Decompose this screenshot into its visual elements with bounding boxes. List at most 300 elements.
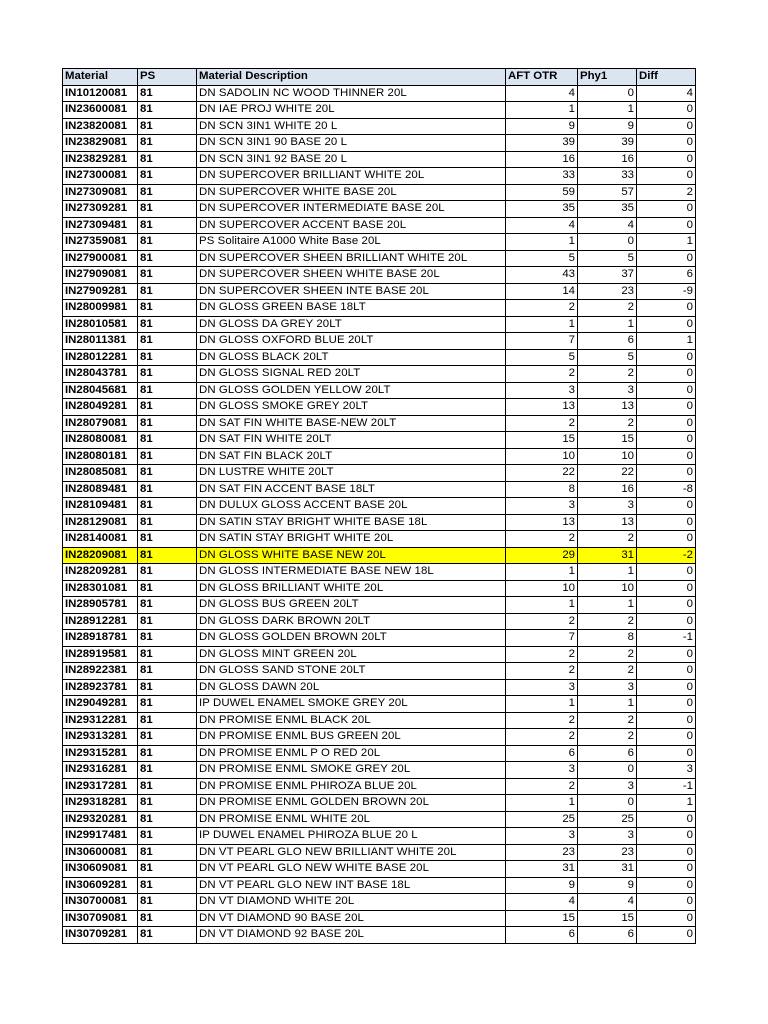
table-row [63,333,696,350]
table-row [63,432,696,449]
aft-otr-cell: 2 [506,712,578,729]
phy1-cell: 3 [578,382,637,399]
table-row [63,894,696,911]
diff-cell: -8 [637,481,696,498]
description-cell: DN SUPERCOVER SHEEN BRILLIANT WHITE 20L [197,250,506,267]
description-cell: DN VT PEARL GLO NEW BRILLIANT WHITE 20L [197,844,506,861]
phy1-cell: 10 [578,580,637,597]
aft-otr-cell: 1 [506,696,578,713]
description-cell: DN VT PEARL GLO NEW WHITE BASE 20L [197,861,506,878]
description-cell: DN VT DIAMOND WHITE 20L [197,894,506,911]
diff-cell: 0 [637,448,696,465]
col-header-phy1: Phy1 [578,69,637,86]
description-cell: DN VT DIAMOND 92 BASE 20L [197,927,506,944]
aft-otr-cell: 35 [506,201,578,218]
table-row [63,580,696,597]
aft-otr-cell: 2 [506,646,578,663]
ps-cell: 81 [138,795,197,812]
ps-cell: 81 [138,514,197,531]
diff-cell: 0 [637,382,696,399]
description-cell: DN SUPERCOVER SHEEN INTE BASE 20L [197,283,506,300]
aft-otr-cell: 8 [506,481,578,498]
phy1-cell: 57 [578,184,637,201]
ps-cell: 81 [138,828,197,845]
table-row [63,910,696,927]
diff-cell: 0 [637,316,696,333]
description-cell: DN SAT FIN WHITE 20LT [197,432,506,449]
table-row [63,465,696,482]
material-cell: IN28919581 [63,646,138,663]
ps-cell: 81 [138,135,197,152]
material-cell: IN27900081 [63,250,138,267]
ps-cell: 81 [138,745,197,762]
ps-cell: 81 [138,448,197,465]
diff-cell: 1 [637,333,696,350]
diff-cell: 0 [637,696,696,713]
phy1-cell: 8 [578,630,637,647]
table-row [63,696,696,713]
table-row [63,481,696,498]
description-cell: DN LUSTRE WHITE 20LT [197,465,506,482]
table-row [63,399,696,416]
phy1-cell: 3 [578,498,637,515]
description-cell: DN SAT FIN ACCENT BASE 18LT [197,481,506,498]
diff-cell: 0 [637,712,696,729]
description-cell: DN PROMISE ENML BUS GREEN 20L [197,729,506,746]
table-row [63,811,696,828]
aft-otr-cell: 1 [506,564,578,581]
table-row [63,778,696,795]
phy1-cell: 6 [578,333,637,350]
diff-cell: 0 [637,531,696,548]
phy1-cell: 3 [578,679,637,696]
table-row [63,663,696,680]
material-cell: IN28089481 [63,481,138,498]
phy1-cell: 0 [578,762,637,779]
phy1-cell: 1 [578,564,637,581]
phy1-cell: 3 [578,778,637,795]
aft-otr-cell: 13 [506,514,578,531]
ps-cell: 81 [138,349,197,366]
diff-cell: 0 [637,415,696,432]
ps-cell: 81 [138,580,197,597]
aft-otr-cell: 33 [506,168,578,185]
phy1-cell: 2 [578,366,637,383]
phy1-cell: 37 [578,267,637,284]
phy1-cell: 4 [578,894,637,911]
phy1-cell: 16 [578,481,637,498]
material-cell: IN27909281 [63,283,138,300]
diff-cell: -9 [637,283,696,300]
diff-cell: 2 [637,184,696,201]
phy1-cell: 0 [578,234,637,251]
ps-cell: 81 [138,564,197,581]
ps-cell: 81 [138,762,197,779]
material-cell: IN28109481 [63,498,138,515]
diff-cell: 0 [637,811,696,828]
aft-otr-cell: 13 [506,399,578,416]
table-row [63,630,696,647]
phy1-cell: 5 [578,250,637,267]
description-cell: DN SUPERCOVER BRILLIANT WHITE 20L [197,168,506,185]
phy1-cell: 13 [578,514,637,531]
material-cell: IN28049281 [63,399,138,416]
material-cell: IN30709081 [63,910,138,927]
material-cell: IN28922381 [63,663,138,680]
phy1-cell: 0 [578,795,637,812]
material-cell: IN23829081 [63,135,138,152]
aft-otr-cell: 22 [506,465,578,482]
diff-cell: 0 [637,927,696,944]
diff-cell: 0 [637,366,696,383]
aft-otr-cell: 1 [506,234,578,251]
phy1-cell: 31 [578,547,637,564]
table-row [63,762,696,779]
phy1-cell: 2 [578,415,637,432]
material-cell: IN27909081 [63,267,138,284]
phy1-cell: 2 [578,531,637,548]
material-cell: IN28045681 [63,382,138,399]
description-cell: DN GLOSS DARK BROWN 20LT [197,613,506,630]
material-cell: IN30609081 [63,861,138,878]
description-cell: DN SAT FIN WHITE BASE-NEW 20LT [197,415,506,432]
table-row [63,151,696,168]
ps-cell: 81 [138,481,197,498]
aft-otr-cell: 1 [506,102,578,119]
table-row [63,382,696,399]
phy1-cell: 1 [578,597,637,614]
aft-otr-cell: 9 [506,118,578,135]
material-cell: IN28301081 [63,580,138,597]
ps-cell: 81 [138,151,197,168]
aft-otr-cell: 39 [506,135,578,152]
description-cell: DN PROMISE ENML PHIROZA BLUE 20L [197,778,506,795]
description-cell: DN SCN 3IN1 90 BASE 20 L [197,135,506,152]
description-cell: DN GLOSS SIGNAL RED 20LT [197,366,506,383]
aft-otr-cell: 2 [506,729,578,746]
ps-cell: 81 [138,663,197,680]
aft-otr-cell: 5 [506,250,578,267]
ps-cell: 81 [138,778,197,795]
description-cell: DN SADOLIN NC WOOD THINNER 20L [197,85,506,102]
material-cell: IN28011381 [63,333,138,350]
diff-cell: -1 [637,630,696,647]
description-cell: IP DUWEL ENAMEL PHIROZA BLUE 20 L [197,828,506,845]
ps-cell: 81 [138,498,197,515]
phy1-cell: 2 [578,300,637,317]
phy1-cell: 15 [578,910,637,927]
phy1-cell: 9 [578,877,637,894]
material-cell: IN10120081 [63,85,138,102]
table-row [63,712,696,729]
ps-cell: 81 [138,300,197,317]
aft-otr-cell: 2 [506,613,578,630]
phy1-cell: 5 [578,349,637,366]
diff-cell: 0 [637,465,696,482]
ps-cell: 81 [138,201,197,218]
aft-otr-cell: 2 [506,366,578,383]
ps-cell: 81 [138,333,197,350]
material-cell: IN27359081 [63,234,138,251]
material-cell: IN30709281 [63,927,138,944]
aft-otr-cell: 6 [506,927,578,944]
diff-cell: 0 [637,663,696,680]
description-cell: DN VT DIAMOND 90 BASE 20L [197,910,506,927]
col-header-material: Material [63,69,138,86]
description-cell: DN GLOSS SAND STONE 20LT [197,663,506,680]
phy1-cell: 2 [578,613,637,630]
col-header-diff: Diff [637,69,696,86]
ps-cell: 81 [138,283,197,300]
ps-cell: 81 [138,630,197,647]
table-row [63,877,696,894]
material-cell: IN29317281 [63,778,138,795]
description-cell: DN SCN 3IN1 WHITE 20 L [197,118,506,135]
aft-otr-cell: 31 [506,861,578,878]
diff-cell: 0 [637,250,696,267]
material-cell: IN28905781 [63,597,138,614]
description-cell: DN SAT FIN BLACK 20LT [197,448,506,465]
diff-cell: 0 [637,432,696,449]
diff-cell: -1 [637,778,696,795]
diff-cell: -2 [637,547,696,564]
diff-cell: 0 [637,877,696,894]
phy1-cell: 2 [578,712,637,729]
aft-otr-cell: 9 [506,877,578,894]
ps-cell: 81 [138,399,197,416]
diff-cell: 0 [637,861,696,878]
material-cell: IN30600081 [63,844,138,861]
diff-cell: 6 [637,267,696,284]
phy1-cell: 2 [578,729,637,746]
aft-otr-cell: 7 [506,333,578,350]
diff-cell: 4 [637,85,696,102]
ps-cell: 81 [138,382,197,399]
ps-cell: 81 [138,646,197,663]
aft-otr-cell: 1 [506,597,578,614]
table-row [63,927,696,944]
aft-otr-cell: 4 [506,217,578,234]
diff-cell: 0 [637,168,696,185]
table-row [63,283,696,300]
phy1-cell: 6 [578,745,637,762]
diff-cell: 0 [637,679,696,696]
phy1-cell: 23 [578,844,637,861]
table-row [63,745,696,762]
phy1-cell: 0 [578,85,637,102]
material-cell: IN28012281 [63,349,138,366]
description-cell: DN SUPERCOVER SHEEN WHITE BASE 20L [197,267,506,284]
table-row [63,366,696,383]
ps-cell: 81 [138,316,197,333]
description-cell: DN SATIN STAY BRIGHT WHITE 20L [197,531,506,548]
table-body [63,85,696,943]
description-cell: DN GLOSS GOLDEN BROWN 20LT [197,630,506,647]
description-cell: DN SUPERCOVER WHITE BASE 20L [197,184,506,201]
material-cell: IN29315281 [63,745,138,762]
diff-cell: 0 [637,498,696,515]
phy1-cell: 10 [578,448,637,465]
ps-cell: 81 [138,729,197,746]
diff-cell: 0 [637,844,696,861]
description-cell: DN GLOSS GREEN BASE 18LT [197,300,506,317]
description-cell: DN GLOSS INTERMEDIATE BASE NEW 18L [197,564,506,581]
table-row [63,102,696,119]
aft-otr-cell: 2 [506,300,578,317]
diff-cell: 0 [637,399,696,416]
description-cell: DN GLOSS BRILLIANT WHITE 20L [197,580,506,597]
phy1-cell: 33 [578,168,637,185]
phy1-cell: 25 [578,811,637,828]
col-header-description: Material Description [197,69,506,86]
aft-otr-cell: 43 [506,267,578,284]
aft-otr-cell: 4 [506,894,578,911]
table-row [63,168,696,185]
material-cell: IN29320281 [63,811,138,828]
ps-cell: 81 [138,927,197,944]
description-cell: DN PROMISE ENML P O RED 20L [197,745,506,762]
description-cell: DN GLOSS SMOKE GREY 20LT [197,399,506,416]
diff-cell: 0 [637,135,696,152]
description-cell: DN GLOSS OXFORD BLUE 20LT [197,333,506,350]
material-cell: IN28209081 [63,547,138,564]
ps-cell: 81 [138,168,197,185]
ps-cell: 81 [138,415,197,432]
phy1-cell: 6 [578,927,637,944]
aft-otr-cell: 7 [506,630,578,647]
aft-otr-cell: 3 [506,498,578,515]
table-row [63,795,696,812]
table-row [63,349,696,366]
col-header-aft-otr: AFT OTR [506,69,578,86]
phy1-cell: 16 [578,151,637,168]
phy1-cell: 1 [578,102,637,119]
aft-otr-cell: 23 [506,844,578,861]
diff-cell: 0 [637,514,696,531]
diff-cell: 0 [637,613,696,630]
diff-cell: 0 [637,300,696,317]
description-cell: DN GLOSS DA GREY 20LT [197,316,506,333]
header-row [63,69,696,86]
table-row [63,415,696,432]
table-row [63,828,696,845]
material-cell: IN28129081 [63,514,138,531]
table-row [63,184,696,201]
diff-cell: 0 [637,828,696,845]
material-cell: IN27309481 [63,217,138,234]
ps-cell: 81 [138,894,197,911]
material-cell: IN28923781 [63,679,138,696]
diff-cell: 0 [637,646,696,663]
aft-otr-cell: 25 [506,811,578,828]
aft-otr-cell: 5 [506,349,578,366]
diff-cell: 0 [637,349,696,366]
material-cell: IN29316281 [63,762,138,779]
phy1-cell: 23 [578,283,637,300]
aft-otr-cell: 2 [506,531,578,548]
material-cell: IN23829281 [63,151,138,168]
table-row [63,217,696,234]
table-row [63,118,696,135]
material-cell: IN28009981 [63,300,138,317]
material-cell: IN28209281 [63,564,138,581]
diff-cell: 0 [637,745,696,762]
diff-cell: 0 [637,729,696,746]
ps-cell: 81 [138,184,197,201]
material-cell: IN28080081 [63,432,138,449]
ps-cell: 81 [138,531,197,548]
table-header [63,69,696,86]
phy1-cell: 13 [578,399,637,416]
description-cell: DN DULUX GLOSS ACCENT BASE 20L [197,498,506,515]
material-cell: IN27300081 [63,168,138,185]
ps-cell: 81 [138,844,197,861]
aft-otr-cell: 15 [506,432,578,449]
table-row [63,679,696,696]
ps-cell: 81 [138,712,197,729]
diff-cell: 0 [637,894,696,911]
phy1-cell: 39 [578,135,637,152]
material-cell: IN28043781 [63,366,138,383]
aft-otr-cell: 4 [506,85,578,102]
table-row [63,135,696,152]
ps-cell: 81 [138,102,197,119]
description-cell: DN IAE PROJ WHITE 20L [197,102,506,119]
description-cell: DN GLOSS BUS GREEN 20LT [197,597,506,614]
material-cell: IN23820081 [63,118,138,135]
aft-otr-cell: 2 [506,663,578,680]
material-cell: IN30609281 [63,877,138,894]
description-cell: DN PROMISE ENML SMOKE GREY 20L [197,762,506,779]
ps-cell: 81 [138,85,197,102]
table-row [63,267,696,284]
table-row [63,234,696,251]
ps-cell: 81 [138,910,197,927]
ps-cell: 81 [138,696,197,713]
aft-otr-cell: 29 [506,547,578,564]
ps-cell: 81 [138,432,197,449]
aft-otr-cell: 2 [506,415,578,432]
material-cell: IN28079081 [63,415,138,432]
diff-cell: 0 [637,118,696,135]
phy1-cell: 9 [578,118,637,135]
material-cell: IN28912281 [63,613,138,630]
table-row [63,300,696,317]
table-row [63,514,696,531]
ps-cell: 81 [138,366,197,383]
ps-cell: 81 [138,811,197,828]
phy1-cell: 31 [578,861,637,878]
ps-cell: 81 [138,250,197,267]
material-cell: IN29312281 [63,712,138,729]
col-header-ps: PS [138,69,197,86]
material-cell: IN27309081 [63,184,138,201]
phy1-cell: 2 [578,663,637,680]
ps-cell: 81 [138,234,197,251]
description-cell: IP DUWEL ENAMEL SMOKE GREY 20L [197,696,506,713]
description-cell: DN SUPERCOVER INTERMEDIATE BASE 20L [197,201,506,218]
table-row [63,564,696,581]
material-cell: IN29313281 [63,729,138,746]
aft-otr-cell: 6 [506,745,578,762]
diff-cell: 1 [637,234,696,251]
ps-cell: 81 [138,267,197,284]
phy1-cell: 1 [578,696,637,713]
description-cell: DN PROMISE ENML GOLDEN BROWN 20L [197,795,506,812]
aft-otr-cell: 1 [506,316,578,333]
inventory-table [62,68,696,944]
table-row [63,498,696,515]
